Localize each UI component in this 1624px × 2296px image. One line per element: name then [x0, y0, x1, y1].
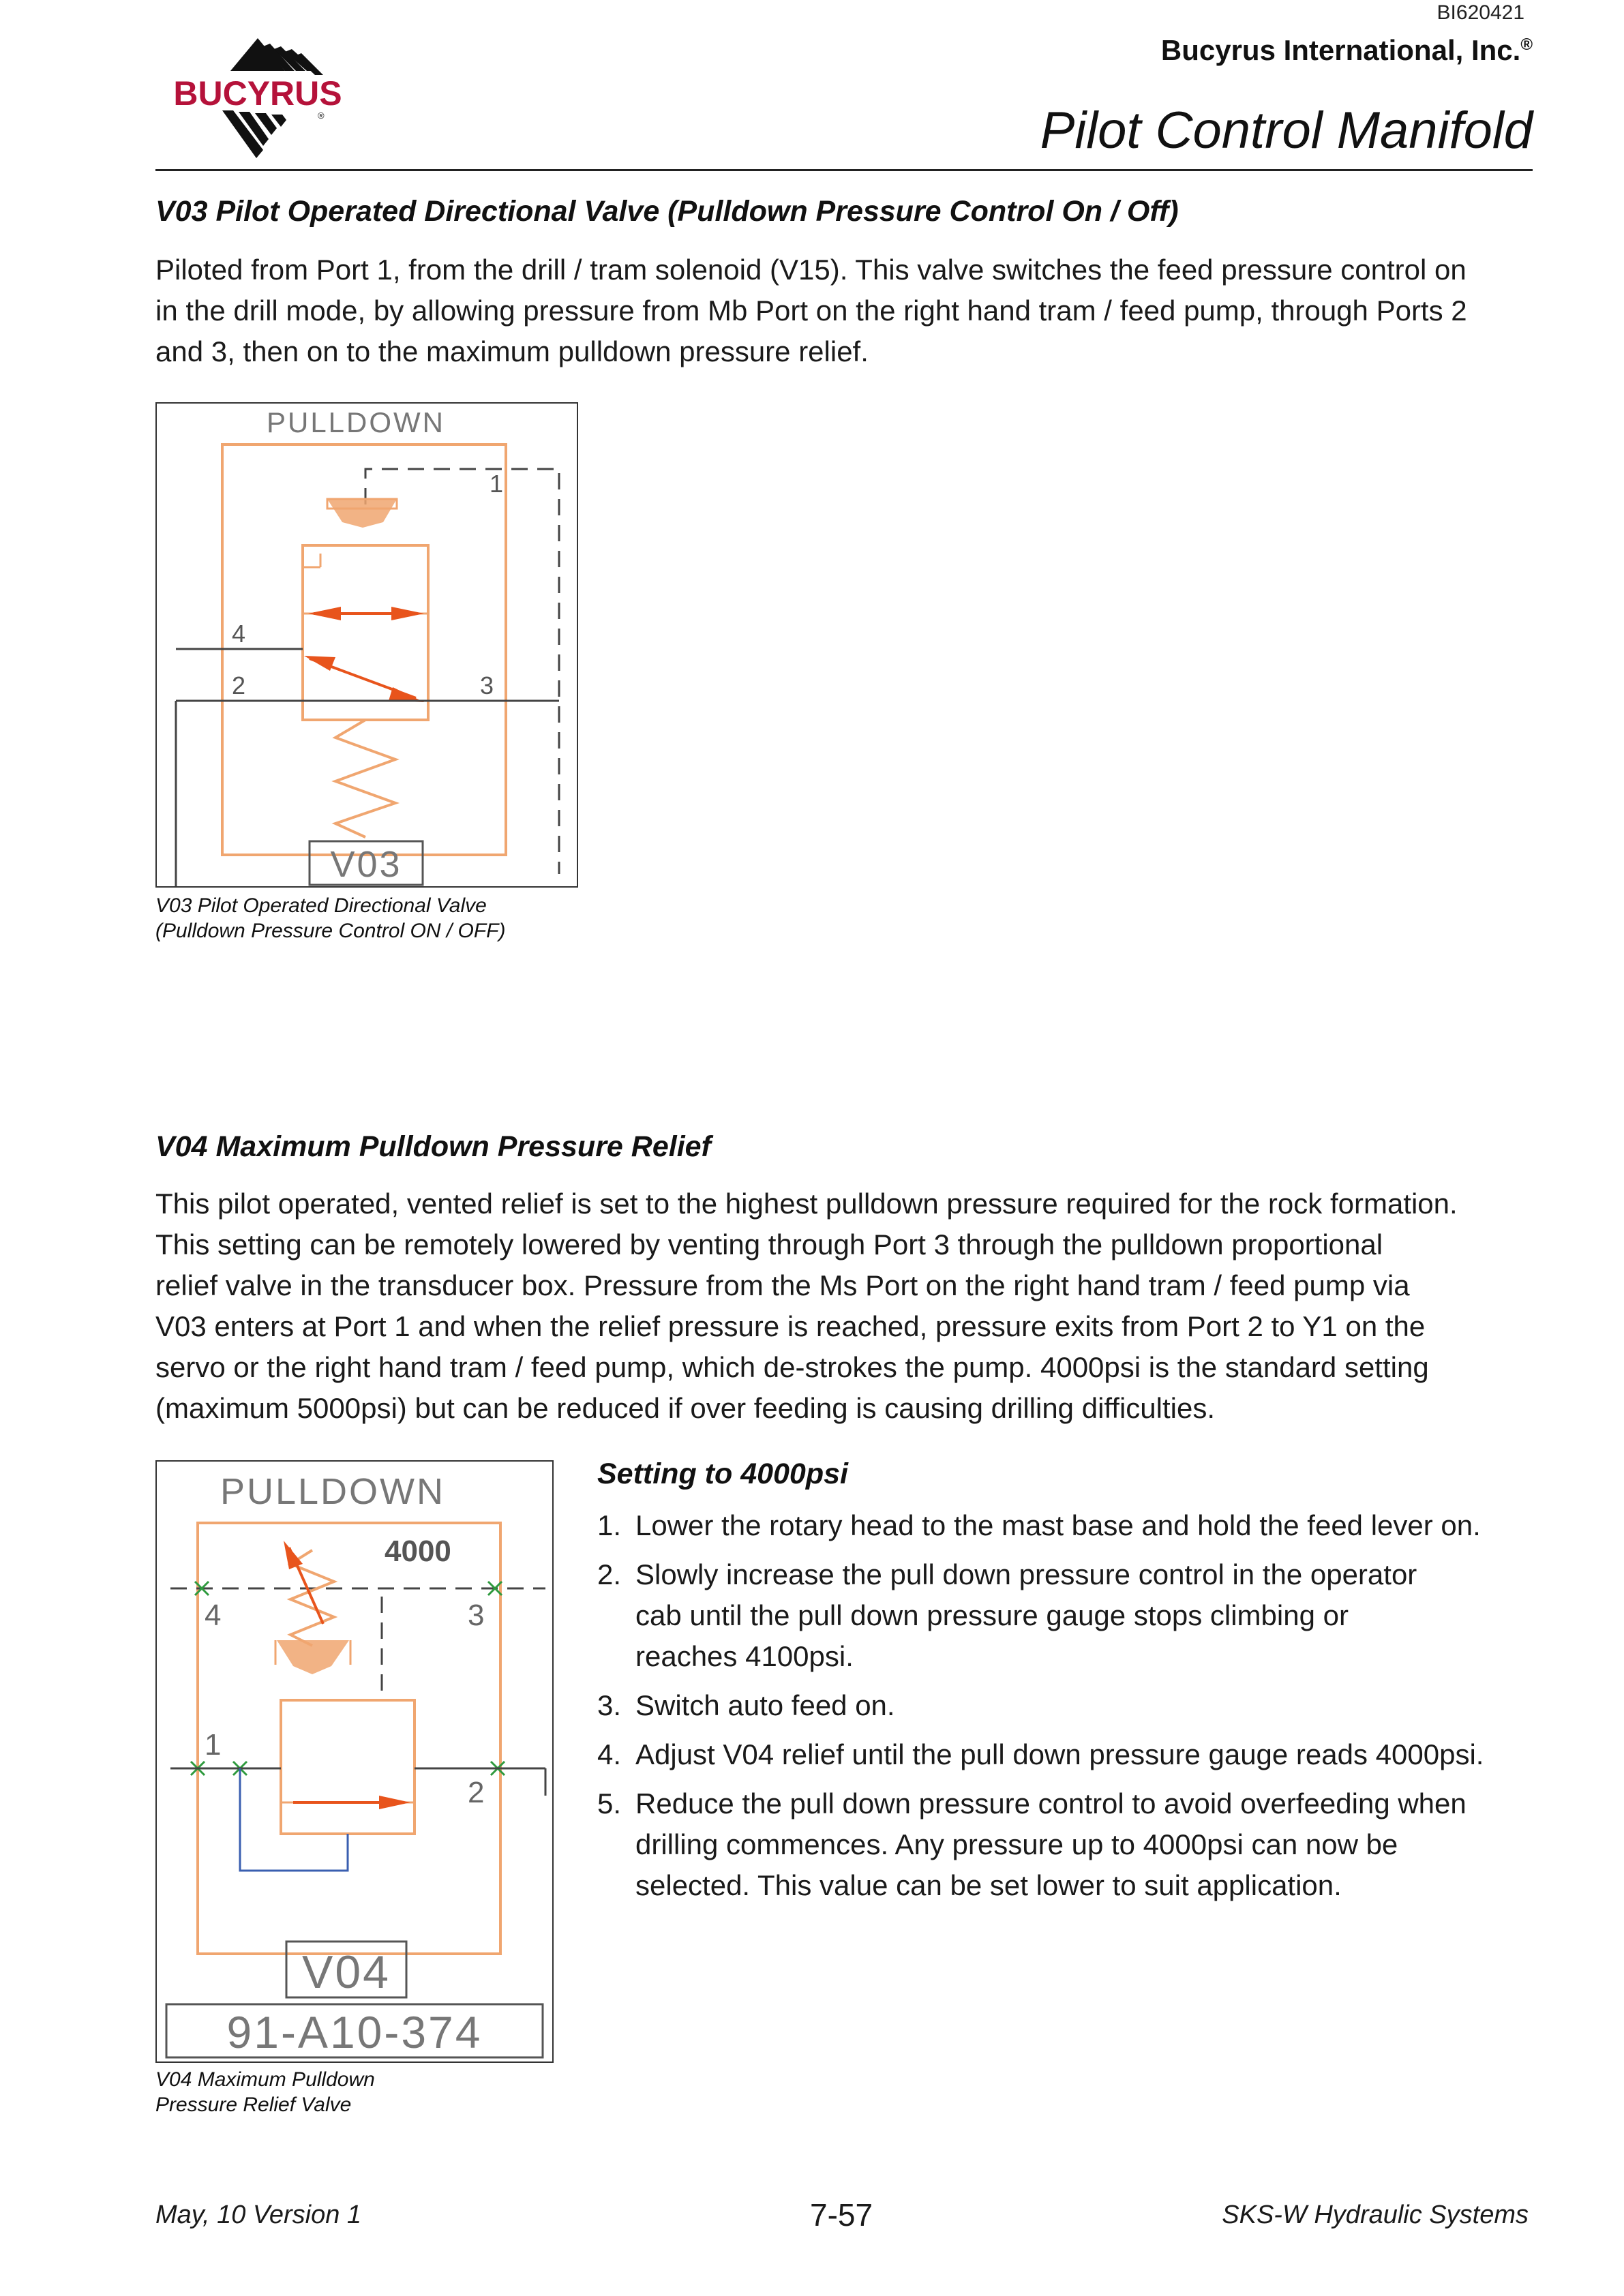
v03-diagram-title: PULLDOWN [266, 406, 446, 438]
header-divider [155, 169, 1533, 171]
v03-port-4: 4 [232, 620, 246, 648]
v04-valve-diagram [155, 1460, 554, 2063]
logo-wordmark: BUCYRUS [173, 74, 342, 112]
v03-port-2: 2 [232, 671, 246, 699]
v03-port-1: 1 [490, 470, 504, 498]
company-name: Bucyrus International, Inc.® [1160, 34, 1533, 66]
steps-heading: Setting to 4000psi [597, 1457, 848, 1490]
section-heading-v03: V03 Pilot Operated Directional Valve (Pulldown Pressure Control On / Off) [155, 195, 1179, 228]
footer-date-version: May, 10 Version 1 [155, 2201, 362, 2229]
section-heading-v04: V04 Maximum Pulldown Pressure Relief [155, 1130, 711, 1163]
step-item: 3. Switch auto feed on. [597, 1689, 895, 1721]
v04-port-3: 3 [468, 1599, 485, 1632]
v03-figure-caption: V03 Pilot Operated Directional Valve (Pulldown Pressure Control ON / OFF) [155, 894, 506, 942]
v03-valve-diagram [155, 402, 578, 888]
step-item: 5. Reduce the pull down pressure control to avoid overfeeding when drilling commences. Any pressure up to 4000psi can now be selected. This value can be set lower to suit application. [597, 1787, 1467, 1901]
section-body-v03: Piloted from Port 1, from the drill / tram solenoid (V15). This valve switches the feed pressure control on in the drill mode, by allowing pressure from Mb Port on the right hand tram / feed pump, through Ports 2 and 3, then on to the maximum pulldown pressure relief. [155, 254, 1467, 367]
document-code: BI620421 [1437, 1, 1524, 24]
v04-port-2: 2 [468, 1776, 485, 1809]
v04-setting-label: 4000 [385, 1535, 451, 1568]
v04-diagram-title: PULLDOWN [220, 1471, 446, 1512]
bucyrus-logo [154, 37, 361, 166]
v04-valve-id: V04 [302, 1946, 391, 1998]
registered-mark: ® [1520, 35, 1533, 54]
step-item: 2. Slowly increase the pull down pressure control in the operator cab until the pull down pressure gauge stops climbing or reaches 4100psi. [597, 1558, 1417, 1672]
svg-text:®: ® [318, 110, 325, 121]
page-title: Pilot Control Manifold [1040, 102, 1533, 160]
v04-port-4: 4 [205, 1599, 222, 1632]
v04-part-number: 91-A10-374 [226, 2007, 483, 2057]
setting-steps-list [597, 1505, 1545, 1914]
section-body-v04: This pilot operated, vented relief is set to the highest pulldown pressure required for the rock formation. This setting can be remotely lowered by venting through Port 3 through the pulldown proportional relief valve in the transducer box. Pressure from the Ms Port on the right hand tram / feed pump via V03 enters at Port 1 and when the relief pressure is reached, pressure exits from Port 2 to Y1 on the servo or the right hand tram / feed pump, which de-strokes the pump. 4000psi is the standard setting (maximum 5000psi) but can be reduced if over feeding is causing drilling difficulties. [155, 1188, 1458, 1424]
footer-manual-name: SKS-W Hydraulic Systems [1222, 2201, 1529, 2229]
step-item: 4. Adjust V04 relief until the pull down pressure gauge reads 4000psi. [597, 1738, 1484, 1770]
footer-page-number: 7-57 [810, 2197, 873, 2233]
v03-port-3: 3 [480, 671, 494, 699]
step-item: 1. Lower the rotary head to the mast base and hold the feed lever on. [597, 1509, 1481, 1541]
v04-port-1: 1 [205, 1728, 222, 1762]
v04-figure-caption: V04 Maximum Pulldown Pressure Relief Valve [155, 2068, 375, 2116]
v03-valve-id: V03 [330, 844, 402, 885]
